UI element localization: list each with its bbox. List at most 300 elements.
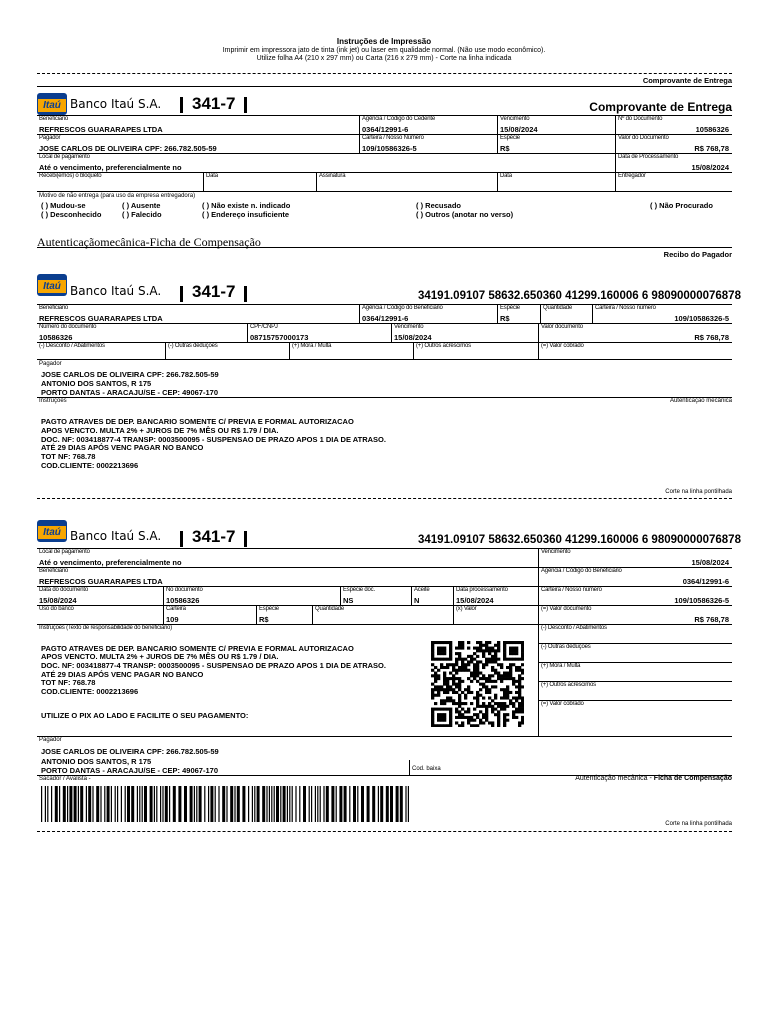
barcode-bar <box>252 786 253 822</box>
barcode-bar <box>222 786 225 822</box>
qr-module <box>494 652 497 655</box>
qr-module <box>497 702 500 705</box>
qr-module <box>443 658 446 661</box>
qr-module <box>446 677 449 680</box>
qr-module <box>458 713 461 716</box>
barcode-bar <box>199 786 202 822</box>
qr-module <box>431 652 434 655</box>
ficha-local: Local de pagamento Até o vencimento, preferencialmente no <box>37 548 538 567</box>
qr-module <box>479 719 482 722</box>
qr-module <box>449 649 452 652</box>
qr-module <box>479 672 482 675</box>
qr-module <box>515 652 518 655</box>
qr-module <box>494 702 497 705</box>
qr-module <box>497 724 500 727</box>
qr-module <box>518 708 521 711</box>
qr-module <box>467 677 470 680</box>
qr-module <box>512 705 515 708</box>
receipt-pagador: Pagador JOSE CARLOS DE OLIVEIRA CPF: 266.782.505-59 <box>37 134 359 153</box>
qr-module <box>521 708 524 711</box>
qr-module <box>521 647 524 650</box>
qr-module <box>461 713 464 716</box>
qr-module <box>437 677 440 680</box>
qr-module <box>437 724 440 727</box>
recibo-outras-deducoes: (-) Outras deduções <box>165 342 289 359</box>
receipt-vencimento: Vencimento 15/08/2024 <box>497 115 615 134</box>
qr-module <box>503 694 506 697</box>
qr-module <box>464 702 467 705</box>
barcode-bar <box>326 786 329 822</box>
qr-module <box>485 691 488 694</box>
qr-module <box>482 652 485 655</box>
barcode-bar <box>320 786 321 822</box>
barcode-bar <box>55 786 58 822</box>
bank-name: Banco Itaú S.A. <box>70 97 162 111</box>
barcode-bar <box>194 786 195 822</box>
qr-module <box>506 641 509 644</box>
receipt-valor: Valor do Documento R$ 768,78 <box>615 134 732 153</box>
barcode-bar <box>230 786 233 822</box>
qr-module <box>518 674 521 677</box>
qr-module <box>506 694 509 697</box>
qr-module <box>512 647 515 650</box>
qr-module <box>461 644 464 647</box>
qr-module <box>515 669 518 672</box>
qr-module <box>458 685 461 688</box>
qr-module <box>440 666 443 669</box>
qr-module <box>449 644 452 647</box>
recibo-outros-acrescimos: (+) Outros acréscimos <box>413 342 538 359</box>
qr-module <box>440 663 443 666</box>
ficha-pagador-line1: JOSE CARLOS DE OLIVEIRA CPF: 266.782.505-59 <box>41 747 219 756</box>
ficha-instruction-5: TOT NF: 768.78 <box>41 678 96 687</box>
qr-module <box>515 649 518 652</box>
qr-module <box>473 708 476 711</box>
ficha-especie: Espécie R$ <box>256 605 312 624</box>
qr-module <box>446 683 449 686</box>
qr-module <box>509 663 512 666</box>
qr-module <box>476 641 479 644</box>
ficha-instruction-4: ATÉ 29 DIAS APÓS VENC PAGAR NO BANCO <box>41 670 204 679</box>
qr-module <box>497 713 500 716</box>
barcode-bar <box>78 786 79 822</box>
qr-module <box>434 702 437 705</box>
qr-module <box>503 677 506 680</box>
qr-module <box>455 660 458 663</box>
qr-module <box>467 685 470 688</box>
barcode-bar <box>80 786 83 822</box>
qr-module <box>431 641 434 644</box>
qr-module <box>497 649 500 652</box>
qr-module <box>452 683 455 686</box>
motivo-label: Motivo de não entrega (para uso da empresa entregadora) <box>39 193 196 199</box>
qr-module <box>521 719 524 722</box>
qr-module <box>446 696 449 699</box>
ficha-instrucoes-box: Instruções (Texto de responsabilidade do beneficiário) <box>37 624 538 736</box>
qr-module <box>467 655 470 658</box>
qr-module <box>503 658 506 661</box>
barcode-bar <box>237 786 240 822</box>
qr-module <box>497 677 500 680</box>
qr-module <box>500 666 503 669</box>
recibo-instruction-6: COD.CLIENTE: 0002213696 <box>41 461 139 470</box>
qr-module <box>470 658 473 661</box>
qr-module <box>488 691 491 694</box>
qr-module <box>464 669 467 672</box>
qr-module <box>509 658 512 661</box>
qr-module <box>455 691 458 694</box>
qr-module <box>518 721 521 724</box>
qr-module <box>437 674 440 677</box>
qr-module <box>446 708 449 711</box>
qr-module <box>443 672 446 675</box>
qr-module <box>431 696 434 699</box>
qr-module <box>443 688 446 691</box>
qr-module <box>500 680 503 683</box>
recibo-instruction-3: DOC. NF: 003418877-4 TRANSP: 0003500095 - SUSPENSAO DE PRAZO APOS 1 DIA DE ATRASO. <box>41 435 386 444</box>
qr-module <box>476 660 479 663</box>
ficha-cobrado: (=) Valor cobrado <box>538 700 732 736</box>
ficha-instruction-1: PAGTO ATRAVES DE DEP. BANCARIO SOMENTE C/ PREVIA E FORMAL AUTORIZACAO <box>41 644 354 653</box>
receipt-ndoc: Nº do Documento 10586326 <box>615 115 732 134</box>
qr-module <box>491 708 494 711</box>
qr-module <box>431 721 434 724</box>
qr-module <box>437 716 440 719</box>
qr-module <box>497 658 500 661</box>
qr-module <box>515 696 518 699</box>
qr-module <box>434 674 437 677</box>
qr-module <box>431 674 434 677</box>
qr-module <box>452 702 455 705</box>
qr-module <box>476 694 479 697</box>
qr-module <box>434 685 437 688</box>
qr-module <box>467 719 470 722</box>
qr-module <box>491 649 494 652</box>
qr-module <box>458 702 461 705</box>
qr-module <box>509 702 512 705</box>
code-separator <box>244 531 247 547</box>
divider <box>37 86 732 87</box>
qr-module <box>443 677 446 680</box>
qr-module <box>521 699 524 702</box>
qr-module <box>452 663 455 666</box>
qr-module <box>476 647 479 650</box>
qr-module <box>443 649 446 652</box>
qr-module <box>479 641 482 644</box>
barcode-bar <box>127 786 130 822</box>
qr-module <box>446 666 449 669</box>
recibo-especie: Espécie R$ <box>497 304 540 323</box>
qr-module <box>491 660 494 663</box>
qr-module <box>449 721 452 724</box>
qr-module <box>500 705 503 708</box>
qr-module <box>476 649 479 652</box>
qr-module <box>479 660 482 663</box>
qr-module <box>512 649 515 652</box>
barcode-bar <box>111 786 112 822</box>
qr-module <box>509 652 512 655</box>
barcode-bar <box>276 786 279 822</box>
qr-module <box>458 683 461 686</box>
qr-module <box>476 716 479 719</box>
qr-module <box>449 672 452 675</box>
cod-baixa-separator <box>409 760 410 775</box>
barcode-bar <box>165 786 168 822</box>
qr-module <box>509 647 512 650</box>
digitable-line: 34191.09107 58632.650360 41299.160006 6 98090000076878 <box>418 534 741 546</box>
barcode-bar <box>266 786 267 822</box>
qr-module <box>437 641 440 644</box>
qr-module <box>467 691 470 694</box>
qr-module <box>458 688 461 691</box>
qr-module <box>521 685 524 688</box>
recibo-cut-label: Corte na linha pontilhada <box>665 489 732 495</box>
divider <box>37 247 732 248</box>
qr-module <box>494 649 497 652</box>
qr-module <box>503 708 506 711</box>
qr-module <box>443 702 446 705</box>
qr-module <box>452 688 455 691</box>
qr-module <box>470 660 473 663</box>
qr-module <box>494 708 497 711</box>
qr-module <box>518 710 521 713</box>
qr-module <box>443 666 446 669</box>
qr-module <box>497 672 500 675</box>
barcode-bar <box>309 786 310 822</box>
qr-module <box>452 699 455 702</box>
qr-module <box>440 641 443 644</box>
qr-module <box>491 674 494 677</box>
barcode-bar <box>287 786 288 822</box>
ficha-quantidade: Quantidade <box>312 605 453 624</box>
ficha-vencimento: Vencimento 15/08/2024 <box>538 548 732 567</box>
qr-module <box>464 688 467 691</box>
qr-module <box>446 663 449 666</box>
qr-module <box>461 708 464 711</box>
qr-module <box>485 716 488 719</box>
receipt-data2: Data <box>497 172 615 191</box>
recibo-instruction-4: ATÉ 29 DIAS APÓS VENC PAGAR NO BANCO <box>41 443 204 452</box>
recibo-auth-label: Autenticação mecânica <box>669 398 732 404</box>
qr-module <box>479 677 482 680</box>
barcode-bar <box>292 786 293 822</box>
qr-module <box>503 724 506 727</box>
barcode-bar <box>142 786 143 822</box>
qr-module <box>431 691 434 694</box>
qr-module <box>446 688 449 691</box>
qr-module <box>506 685 509 688</box>
qr-module <box>512 702 515 705</box>
recibo-carteira: Carteira / Nosso número 109/10586326-5 <box>592 304 732 323</box>
qr-module <box>488 721 491 724</box>
ficha-instruction-6: COD.CLIENTE: 0002213696 <box>41 687 139 696</box>
qr-module <box>461 724 464 727</box>
qr-module <box>443 713 446 716</box>
qr-module <box>509 677 512 680</box>
qr-module <box>491 705 494 708</box>
qr-module <box>464 663 467 666</box>
qr-module <box>473 652 476 655</box>
qr-module <box>476 672 479 675</box>
qr-module <box>458 680 461 683</box>
recibo-vencimento: Vencimento 15/08/2024 <box>391 323 538 342</box>
qr-module <box>482 702 485 705</box>
qr-module <box>443 699 446 702</box>
qr-module <box>485 663 488 666</box>
ficha-outros-acrescimos: (+) Outros acréscimos <box>538 681 732 700</box>
qr-module <box>509 691 512 694</box>
barcode-bar <box>315 786 316 822</box>
code-separator <box>180 97 183 113</box>
barcode-bar <box>41 786 42 822</box>
qr-module <box>488 647 491 650</box>
barcode-bar <box>254 786 255 822</box>
barcode-bar <box>115 786 116 822</box>
qr-module <box>506 674 509 677</box>
qr-module <box>452 691 455 694</box>
qr-module <box>488 677 491 680</box>
qr-module <box>509 641 512 644</box>
qr-module <box>431 649 434 652</box>
qr-module <box>434 641 437 644</box>
qr-module <box>467 660 470 663</box>
qr-module <box>488 652 491 655</box>
qr-module <box>455 669 458 672</box>
qr-module <box>518 688 521 691</box>
qr-module <box>518 691 521 694</box>
qr-module <box>434 680 437 683</box>
qr-module <box>446 691 449 694</box>
qr-module <box>470 680 473 683</box>
qr-module <box>506 658 509 661</box>
ficha-beneficiario: Beneficiário REFRESCOS GUARARAPES LTDA <box>37 567 538 586</box>
qr-module <box>443 724 446 727</box>
qr-module <box>467 663 470 666</box>
qr-module <box>476 666 479 669</box>
barcode-bar <box>196 786 197 822</box>
qr-module <box>431 663 434 666</box>
qr-module <box>488 688 491 691</box>
qr-module <box>482 716 485 719</box>
qr-module <box>482 713 485 716</box>
qr-module <box>443 683 446 686</box>
recibo-ndoc: Número do documento 10586326 <box>37 323 247 342</box>
qr-module <box>494 685 497 688</box>
qr-module <box>521 655 524 658</box>
qr-module <box>479 688 482 691</box>
qr-module <box>485 677 488 680</box>
qr-module <box>512 713 515 716</box>
qr-module <box>491 721 494 724</box>
qr-module <box>440 716 443 719</box>
divider <box>37 191 732 192</box>
qr-module <box>473 647 476 650</box>
qr-module <box>473 658 476 661</box>
qr-module <box>515 658 518 661</box>
qr-module <box>518 666 521 669</box>
qr-module <box>521 641 524 644</box>
qr-module <box>485 705 488 708</box>
qr-module <box>491 685 494 688</box>
qr-module <box>485 641 488 644</box>
qr-module <box>473 713 476 716</box>
qr-module <box>518 641 521 644</box>
qr-module <box>458 666 461 669</box>
qr-module <box>512 683 515 686</box>
qr-module <box>476 702 479 705</box>
ficha-processamento: Data processamento 15/08/2024 <box>453 586 538 605</box>
cod-baixa-label: Cod. baixa <box>412 766 441 772</box>
receipt-assinatura: Assinatura <box>316 172 497 191</box>
qr-module <box>485 660 488 663</box>
qr-module <box>467 721 470 724</box>
barcode-bar <box>131 786 134 822</box>
qr-module <box>482 696 485 699</box>
qr-module <box>512 663 515 666</box>
qr-module <box>473 719 476 722</box>
ficha-carteira2: Carteira 109 <box>163 605 256 624</box>
qr-module <box>437 658 440 661</box>
barcode-bar <box>100 786 101 822</box>
qr-module <box>455 647 458 650</box>
qr-module <box>431 669 434 672</box>
qr-module <box>482 685 485 688</box>
qr-module <box>437 694 440 697</box>
itau-logo: Itaú <box>37 520 67 542</box>
qr-module <box>437 669 440 672</box>
qr-module <box>485 658 488 661</box>
code-separator <box>180 286 183 302</box>
qr-module <box>479 710 482 713</box>
qr-module <box>461 641 464 644</box>
receipt-processamento: Data de Processamento 15/08/2024 <box>615 153 732 172</box>
ficha-agencia: Agência / Código do Beneficiário 0364/12991-6 <box>538 567 732 586</box>
qr-module <box>455 672 458 675</box>
qr-module <box>446 680 449 683</box>
qr-module <box>512 716 515 719</box>
bank-code: 341-7 <box>192 527 236 546</box>
qr-module <box>479 694 482 697</box>
qr-module <box>476 674 479 677</box>
cut-line-top <box>37 73 732 74</box>
receipt-recebimento: Recebi(emos) o bloqueto <box>37 172 203 191</box>
barcode-bar <box>107 786 110 822</box>
qr-module <box>506 677 509 680</box>
qr-module <box>518 694 521 697</box>
qr-module <box>503 713 506 716</box>
qr-module <box>488 702 491 705</box>
barcode-bar <box>400 786 403 822</box>
qr-module <box>455 677 458 680</box>
qr-module <box>512 696 515 699</box>
bank-code: 341-7 <box>192 282 236 301</box>
barcode-bar <box>88 786 91 822</box>
qr-module <box>455 658 458 661</box>
ficha-pagador-label: Pagador <box>39 737 62 743</box>
qr-module <box>518 683 521 686</box>
qr-module <box>476 663 479 666</box>
barcode-bar <box>74 786 77 822</box>
barcode-bar <box>353 786 356 822</box>
comprovante-top-label: Comprovante de Entrega <box>642 76 732 85</box>
qr-module <box>440 685 443 688</box>
qr-module <box>464 658 467 661</box>
qr-module <box>455 652 458 655</box>
ficha-pagador-line3: PORTO DANTAS - ARACAJU/SE - CEP: 49067-170 <box>41 766 218 775</box>
qr-module <box>476 691 479 694</box>
qr-module <box>503 674 506 677</box>
barcode-bar <box>269 786 270 822</box>
